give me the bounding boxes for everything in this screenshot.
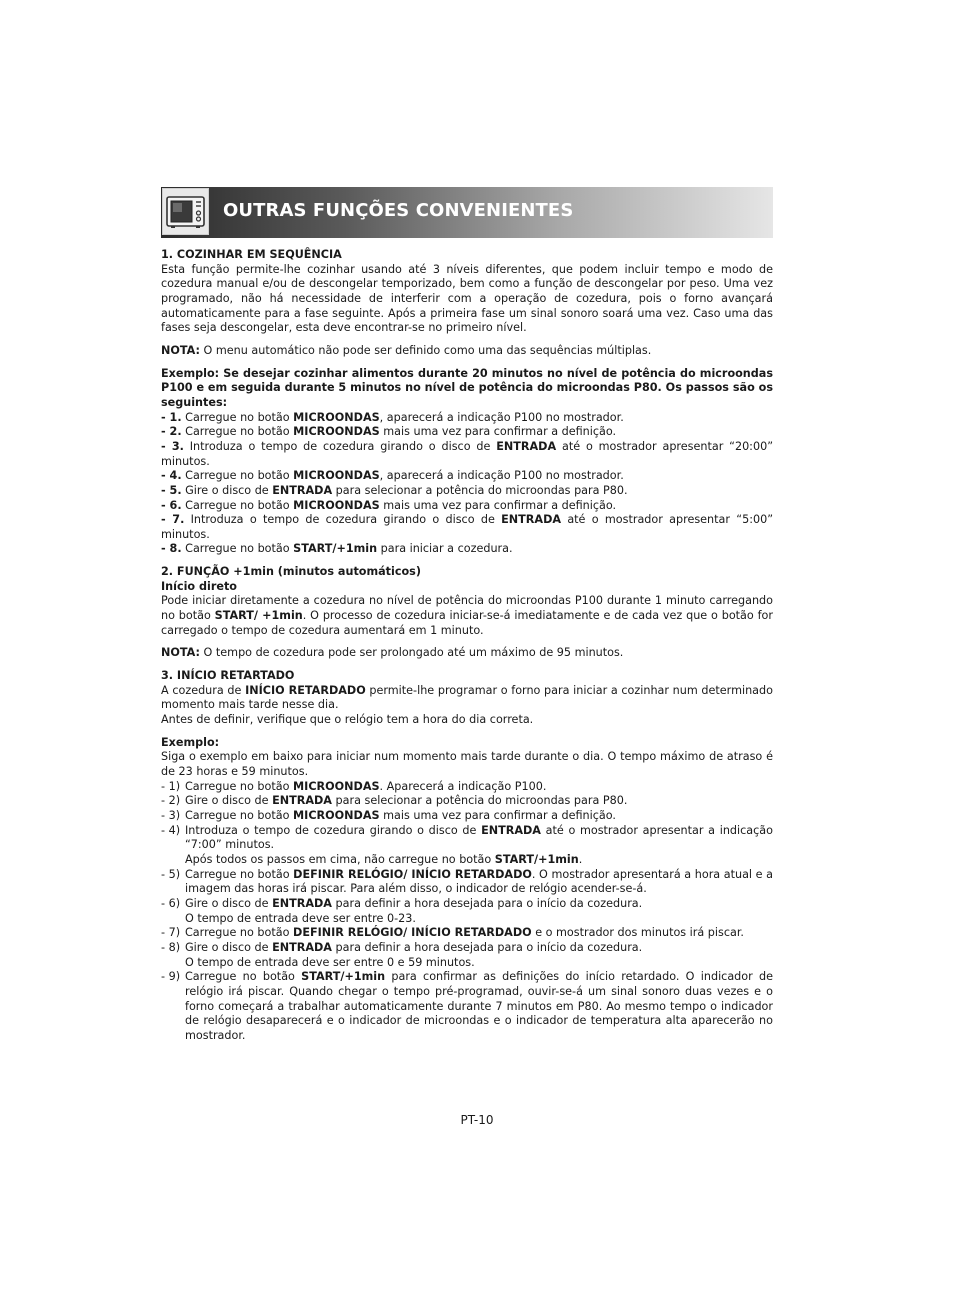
section-3-example-label: Exemplo: — [161, 735, 220, 749]
list-item: - 5. Gire o disco de ENTRADA para selecionar a potência do microondas para P80. — [161, 483, 628, 497]
section-3-heading: 3. INÍCIO RETARTADO — [161, 669, 295, 683]
list-item: - 5) Carregue no botão DEFINIR RELÓGIO/ INÍCIO RETARDADO. O mostrador apresentará a hora atual e a imagem das horas irá piscar. Para além disso, o indicador de relógio acender-se-á. — [161, 867, 773, 896]
section-2-subheading: Início direto — [161, 579, 237, 593]
section-2-heading: 2. FUNÇÃO +1min (minutos automáticos) — [161, 565, 421, 579]
list-item: - 8) Gire o disco de ENTRADA para definir a hora desejada para o início da cozedura. O tempo de entrada deve ser entre 0 e 59 minutos. — [161, 940, 643, 969]
section-3-paragraph-2: Antes de definir, verifique que o relógio tem a hora do dia correta. — [161, 713, 534, 727]
section-1-steps — [161, 411, 773, 558]
section-2-paragraph: Pode iniciar diretamente a cozedura no nível de potência do microondas P100 durante 1 minuto carregando no botão START/ +1min. O processo de cozedura iniciar-se-á imediatamente e de cada vez que o botão for carregado o tempo de cozedura aumentará em 1 minuto. — [161, 594, 773, 637]
list-item: - 2) Gire o disco de ENTRADA para selecionar a potência do microondas para P80. — [161, 794, 628, 808]
page-title: OUTRAS FUNÇÕES CONVENIENTES — [223, 200, 574, 221]
list-item: - 2. Carregue no botão MICROONDAS mais uma vez para confirmar a definição. — [161, 425, 617, 439]
section-1-heading: 1. COZINHAR EM SEQUÊNCIA — [161, 248, 342, 261]
section-3-example-text: Siga o exemplo em baixo para iniciar num momento mais tarde durante o dia. O tempo máximo de atraso é de 23 horas e 59 minutos. — [161, 750, 773, 778]
section-3-paragraph: A cozedura de INÍCIO RETARDADO permite-lhe programar o forno para iniciar a cozinhar num determinado momento mais tarde nesse dia. — [161, 683, 773, 712]
list-item: - 1) Carregue no botão MICROONDAS. Aparecerá a indicação P100. — [161, 779, 547, 793]
list-item: - 3) Carregue no botão MICROONDAS mais uma vez para confirmar a definição. — [161, 808, 616, 822]
section-1-intro: Esta função permite-lhe cozinhar usando até 3 níveis diferentes, que podem incluir tempo e modo de cozedura manual e/ou de descongelar temporizado, bem como a função de descongelar por peso. Uma vez programado, não há necessidade de interferir com a operação de cozedura, pois o forno avançará automaticamente para a fase seguinte. Após a primeira fase um sinal sonoro soará uma vez. Caso uma das fases seja descongelar, esta deve encontrar-se no primeiro nível. — [161, 262, 773, 335]
section-2-note: NOTA: O tempo de cozedura pode ser prolongado até um máximo de 95 minutos. — [161, 646, 624, 660]
list-item: - 6. Carregue no botão MICROONDAS mais uma vez para confirmar a definição. — [161, 498, 617, 512]
list-item: - 6) Gire o disco de ENTRADA para definir a hora desejada para o início da cozedura. O tempo de entrada deve ser entre 0-23. — [161, 896, 643, 925]
microwave-icon — [162, 188, 209, 235]
list-item: - 9) Carregue no botão START/+1min para confirmar as definições do início retardado. O indicador de relógio irá piscar. Quando chegar o tempo pré-programad, ouvir-se-á um sinal sonoro duas vezes e o forno começará a trabalhar automaticamente durante 7 minutos em P80. Ao mesmo tempo o indicador de relógio desaparecerá e o indicador de microondas e o indicador de temperatura alta aparecerão no mostrador. — [161, 970, 773, 1042]
list-item: - 4) Introduza o tempo de cozedura girando o disco de ENTRADA até o mostrador apresentar a indicação “7:00” minutos. Após todos os passos em cima, não carregue no botão START/+1min. — [161, 823, 773, 866]
section-header — [161, 187, 773, 238]
list-item: - 3. Introduza o tempo de cozedura girando o disco de ENTRADA até o mostrador apresentar “20:00” minutos. — [161, 439, 773, 468]
list-item: - 8. Carregue no botão START/+1min para iniciar a cozedura. — [161, 542, 513, 556]
list-item: - 4. Carregue no botão MICROONDAS, aparecerá a indicação P100 no mostrador. — [161, 469, 624, 483]
section-3-steps — [161, 780, 773, 1044]
page-number: PT-10 — [460, 1113, 494, 1127]
list-item: - 7) Carregue no botão DEFINIR RELÓGIO/ INÍCIO RETARDADO e o mostrador dos minutos irá piscar. — [161, 926, 744, 940]
section-1-note: NOTA: O menu automático não pode ser definido como uma das sequências múltiplas. — [161, 343, 652, 357]
list-item: - 1. Carregue no botão MICROONDAS, aparecerá a indicação P100 no mostrador. — [161, 410, 624, 424]
document-body — [161, 248, 773, 1043]
list-item: - 7. Introduza o tempo de cozedura girando o disco de ENTRADA até o mostrador apresentar “5:00” minutos. — [161, 513, 774, 541]
section-1-example: Exemplo: Se desejar cozinhar alimentos durante 20 minutos no nível de potência do microondas P100 e em seguida durante 5 minutos no nível de potência do microondas P80. Os passos são os seguintes: — [161, 366, 773, 409]
